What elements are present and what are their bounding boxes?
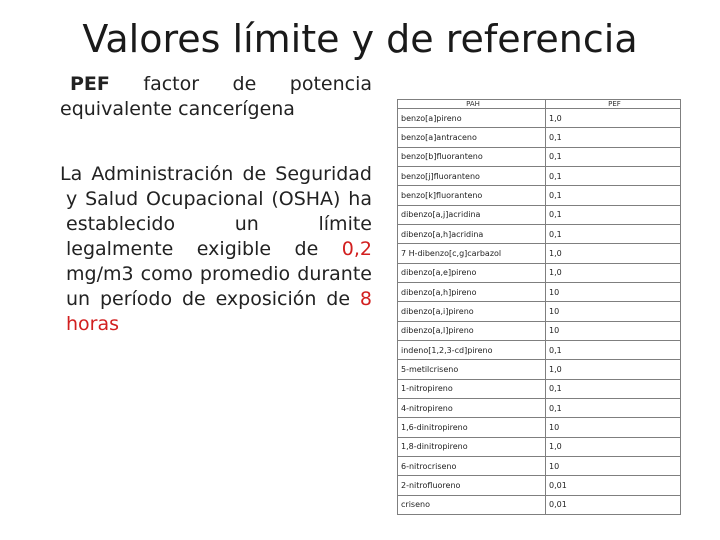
- pah-name-cell: dibenzo[a,l]pireno: [398, 321, 546, 340]
- table-row: [398, 128, 681, 147]
- pef-value-cell: 10: [546, 282, 681, 301]
- pah-name-cell: 7 H-dibenzo[c,g]carbazol: [398, 244, 546, 263]
- pef-value-cell: 1,0: [546, 360, 681, 379]
- table-row: [398, 495, 681, 514]
- table-row: [398, 340, 681, 359]
- pef-value-cell: 0,1: [546, 379, 681, 398]
- pef-value-cell: 1,0: [546, 437, 681, 456]
- table-row: [398, 456, 681, 475]
- pah-name-cell: 4-nitropireno: [398, 398, 546, 417]
- pef-value-cell: 10: [546, 418, 681, 437]
- pah-name-cell: criseno: [398, 495, 546, 514]
- pef-value-cell: 10: [546, 321, 681, 340]
- table-header-row: [398, 100, 681, 109]
- table-row: [398, 437, 681, 456]
- pef-value-cell: 0,01: [546, 495, 681, 514]
- pef-value-cell: 0,1: [546, 166, 681, 185]
- table-row: [398, 205, 681, 224]
- pef-value-cell: 10: [546, 456, 681, 475]
- pef-value-cell: 0,1: [546, 147, 681, 166]
- pef-value-cell: 0,1: [546, 128, 681, 147]
- pef-value-cell: 0,1: [546, 398, 681, 417]
- left-text-block: [60, 72, 372, 337]
- table-row: [398, 360, 681, 379]
- pef-value-cell: 0,01: [546, 476, 681, 495]
- pef-value-cell: 1,0: [546, 109, 681, 128]
- pah-name-cell: dibenzo[a,j]acridina: [398, 205, 546, 224]
- slide-title: Valores límite y de referencia: [82, 17, 638, 61]
- table-row: [398, 302, 681, 321]
- limit-text: mg/m3 como promedio durante un período de exposición de: [66, 263, 372, 310]
- pah-name-cell: 6-nitrocriseno: [398, 456, 546, 475]
- pah-name-cell: 1,8-dinitropireno: [398, 437, 546, 456]
- pah-name-cell: benzo[a]antraceno: [398, 128, 546, 147]
- pef-value-cell: 1,0: [546, 244, 681, 263]
- pef-definition-paragraph: [60, 72, 372, 122]
- pah-name-cell: dibenzo[a,h]acridina: [398, 224, 546, 243]
- table-row: [398, 321, 681, 340]
- pah-name-cell: 1-nitropireno: [398, 379, 546, 398]
- pah-name-cell: benzo[b]fluoranteno: [398, 147, 546, 166]
- osha-paragraph: [60, 162, 372, 337]
- pah-name-cell: dibenzo[a,e]pireno: [398, 263, 546, 282]
- limit-value: 0,2: [341, 238, 372, 260]
- pah-name-cell: dibenzo[a,i]pireno: [398, 302, 546, 321]
- pah-name-cell: 1,6-dinitropireno: [398, 418, 546, 437]
- table-row: [398, 186, 681, 205]
- pef-value-cell: 0,1: [546, 340, 681, 359]
- pef-table-container: [397, 99, 680, 515]
- table-row: [398, 379, 681, 398]
- pef-value-cell: 10: [546, 302, 681, 321]
- table-row: [398, 398, 681, 417]
- pah-name-cell: dibenzo[a,h]pireno: [398, 282, 546, 301]
- table-row: [398, 166, 681, 185]
- pef-definition: factor de potencia equivalente cancerígena: [60, 73, 372, 120]
- exposure-hours: 8 horas: [66, 288, 373, 335]
- osha-text: La Administración de Seguridad y Salud Ocupacional (OSHA) ha establecido un límite legalmente exigible de: [60, 163, 372, 260]
- pef-value-cell: 0,1: [546, 205, 681, 224]
- pef-value-cell: 0,1: [546, 224, 681, 243]
- table-row: [398, 282, 681, 301]
- pah-name-cell: benzo[k]fluoranteno: [398, 186, 546, 205]
- pef-abbreviation: PEF: [70, 73, 110, 95]
- pef-value-cell: 0,1: [546, 186, 681, 205]
- table-row: [398, 418, 681, 437]
- table-row: [398, 224, 681, 243]
- table-row: [398, 109, 681, 128]
- table-row: [398, 263, 681, 282]
- pef-value-cell: 1,0: [546, 263, 681, 282]
- table-row: [398, 147, 681, 166]
- pah-name-cell: benzo[a]pireno: [398, 109, 546, 128]
- pef-table: [397, 99, 681, 515]
- pah-name-cell: 2-nitrofluoreno: [398, 476, 546, 495]
- pah-name-cell: 5-metilcriseno: [398, 360, 546, 379]
- pah-name-cell: benzo[j]fluoranteno: [398, 166, 546, 185]
- pah-name-cell: indeno[1,2,3-cd]pireno: [398, 340, 546, 359]
- header-pef: PEF: [546, 100, 681, 109]
- table-row: [398, 244, 681, 263]
- header-pah: PAH: [398, 100, 546, 109]
- table-row: [398, 476, 681, 495]
